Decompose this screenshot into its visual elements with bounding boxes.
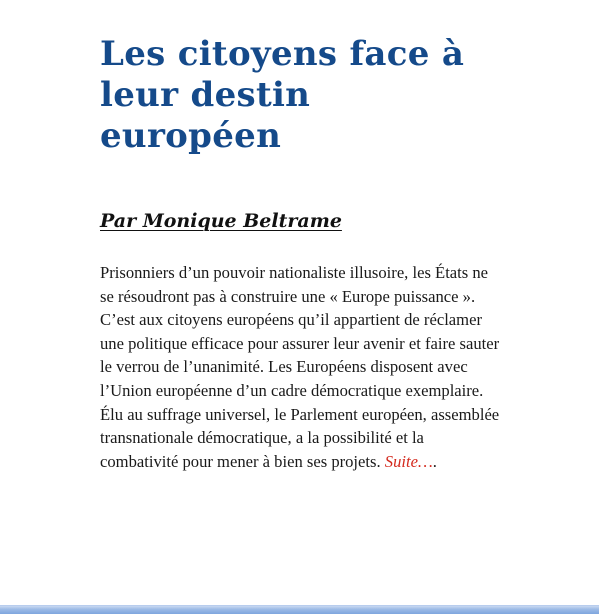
article-body: [100, 261, 500, 473]
article: [100, 34, 500, 473]
byline-text: Par Monique Beltrame: [100, 210, 342, 232]
bottom-bar: [0, 605, 599, 614]
article-byline: [100, 209, 500, 233]
article-title: Les citoyens face à leur destin européen: [100, 34, 465, 156]
more-trailing: .: [432, 451, 437, 471]
read-more-link[interactable]: Suite…: [384, 451, 433, 471]
article-body-text: Prisonniers d’un pouvoir nationaliste illusoire, les États ne se résoudront pas à construire une « Europe puissance ». C’est aux citoyens européens qu’il appartient de réclamer une politique efficace pour assurer leur avenir et faire sauter le verrou de l’unanimité. Les Européens disposent avec l’Union européenne d’un cadre démocratique exemplaire. Élu au suffrage universel, le Parlement européen, assemblée transnationale démocratique, a la possibilité et la combativité pour mener à bien ses projets.: [100, 263, 500, 471]
